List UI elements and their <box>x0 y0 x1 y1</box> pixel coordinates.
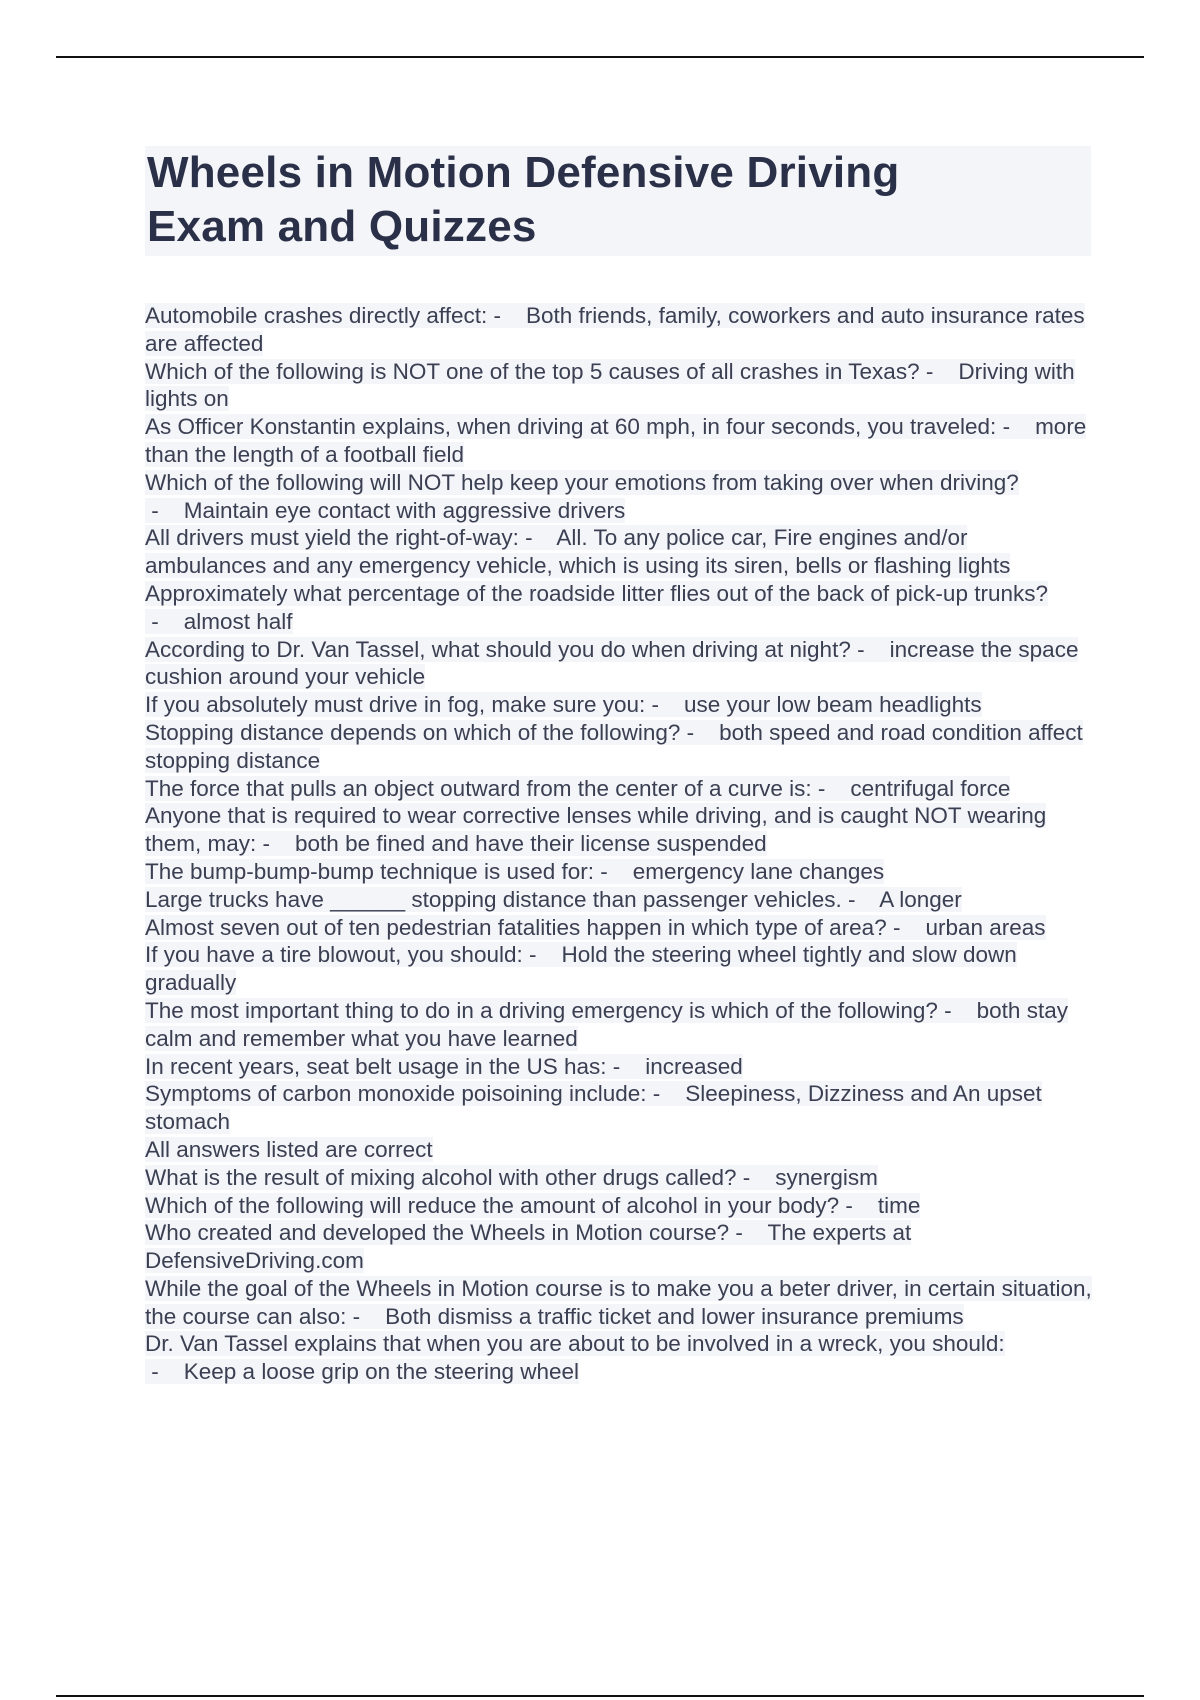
bottom-rule <box>56 1695 1144 1697</box>
question-text: Which of the following will NOT help keep your emotions from taking over when driving? <box>145 469 1019 495</box>
qa-item <box>145 413 1095 469</box>
separator: - <box>729 1220 768 1246</box>
qa-item <box>145 302 1095 358</box>
answer-text: almost half <box>183 608 293 634</box>
qa-item <box>145 469 1095 525</box>
separator: - <box>645 692 684 718</box>
separator: - <box>522 942 562 968</box>
qa-list <box>145 302 1095 1386</box>
separator: - <box>850 636 890 662</box>
separator: - <box>996 414 1036 440</box>
answer-text: time <box>877 1192 921 1218</box>
question-text: In recent years, seat belt usage in the US has: <box>145 1053 607 1079</box>
qa-item <box>145 1053 1095 1081</box>
separator: - <box>680 719 720 745</box>
qa-item <box>145 1275 1095 1331</box>
question-text: The bump-bump-bump technique is used for: <box>145 858 594 884</box>
separator: - <box>145 497 184 523</box>
qa-item <box>145 524 1095 580</box>
qa-item <box>145 1164 1095 1192</box>
qa-item <box>145 691 1095 719</box>
question-text: Which of the following is NOT one of the top 5 causes of all crashes in Texas? <box>145 358 920 384</box>
qa-item <box>145 1219 1095 1275</box>
question-text: Almost seven out of ten pedestrian fatalities happen in which type of area? <box>145 914 887 940</box>
question-text: Anyone that is required to wear corrective lenses while driving, and is caught NOT wearing them, may: <box>145 803 1047 857</box>
answer-text: more than the length of a football field <box>145 414 1087 467</box>
separator: - <box>487 303 526 328</box>
separator: - <box>594 858 633 884</box>
separator: - <box>518 525 557 551</box>
question-text: While the goal of the Wheels in Motion course is to make you a beter driver, in certain situation, the course can also: <box>145 1275 1092 1329</box>
separator: - <box>145 1359 184 1385</box>
qa-item <box>145 941 1095 997</box>
answer-text: use your low beam headlights <box>684 692 982 718</box>
question-text: Automobile crashes directly affect: <box>145 303 488 328</box>
answer-text: both stay calm and remember what you have learned <box>145 997 1068 1051</box>
separator: - <box>841 886 880 912</box>
question-text: Symptoms of carbon monoxide poisoining include: <box>145 1081 647 1107</box>
question-text: The most important thing to do in a driving emergency is which of the following? <box>145 997 938 1023</box>
plain-text: All answers listed are correct <box>145 1136 433 1162</box>
separator: - <box>886 914 926 940</box>
qa-item <box>145 719 1095 775</box>
answer-text: increase the space cushion around your vehicle <box>145 636 1079 690</box>
separator: - <box>919 358 959 384</box>
qa-item <box>145 358 1095 414</box>
question-text: According to Dr. Van Tassel, what should you do when driving at night? <box>145 636 851 662</box>
separator: - <box>646 1081 686 1107</box>
answer-text: Sleepiness, Dizziness and An upset stomach <box>145 1081 1042 1135</box>
qa-item <box>145 802 1095 858</box>
question-text: Large trucks have ______ stopping distance than passenger vehicles. <box>145 886 842 912</box>
qa-item <box>145 886 1095 914</box>
qa-item <box>145 914 1095 942</box>
answer-text: Keep a loose grip on the steering wheel <box>183 1359 580 1385</box>
qa-item <box>145 1136 1095 1164</box>
question-text: Approximately what percentage of the roadside litter flies out of the back of pick-up trunks? <box>145 580 1048 606</box>
qa-item <box>145 775 1095 803</box>
question-text: What is the result of mixing alcohol with other drugs called? <box>145 1164 737 1190</box>
answer-text: The experts at DefensiveDriving.com <box>145 1220 912 1274</box>
question-text: All drivers must yield the right-of-way: <box>145 525 519 551</box>
separator: - <box>736 1164 776 1190</box>
separator: - <box>256 831 296 857</box>
answer-text: urban areas <box>925 914 1046 940</box>
separator: - <box>839 1192 878 1218</box>
answer-text: A longer <box>879 886 962 912</box>
answer-text: All. To any police car, Fire engines and/or ambulances and any emergency vehicle, which is using its siren, bells or flashing lights <box>145 525 1011 579</box>
question-text: Which of the following will reduce the amount of alcohol in your body? <box>145 1192 840 1218</box>
qa-item <box>145 636 1095 692</box>
answer-text: centrifugal force <box>850 775 1011 801</box>
qa-item <box>145 580 1095 636</box>
question-text: If you absolutely must drive in fog, make sure you: <box>145 692 646 718</box>
question-text: Dr. Van Tassel explains that when you are about to be involved in a wreck, you should: <box>145 1331 1005 1357</box>
qa-item <box>145 1080 1095 1136</box>
question-text: Who created and developed the Wheels in Motion course? <box>145 1220 730 1246</box>
title-block <box>145 146 1091 256</box>
answer-text: Both dismiss a traffic ticket and lower insurance premiums <box>385 1303 964 1329</box>
qa-item <box>145 997 1095 1053</box>
question-text: Stopping distance depends on which of the following? <box>145 719 681 745</box>
document-title: Wheels in Motion Defensive Driving Exam and Quizzes <box>147 148 900 251</box>
separator: - <box>145 608 184 634</box>
question-text: The force that pulls an object outward from the center of a curve is: <box>145 775 812 801</box>
answer-text: increased <box>645 1053 743 1079</box>
answer-text: both be fined and have their license suspended <box>295 831 767 857</box>
separator: - <box>811 775 851 801</box>
answer-text: emergency lane changes <box>632 858 885 884</box>
answer-text: Driving with lights on <box>145 358 1075 412</box>
question-text: As Officer Konstantin explains, when driving at 60 mph, in four seconds, you traveled: <box>145 414 997 440</box>
question-text: If you have a tire blowout, you should: <box>145 942 523 968</box>
separator: - <box>606 1053 646 1079</box>
separator: - <box>937 997 977 1023</box>
qa-item <box>145 858 1095 886</box>
separator: - <box>346 1303 386 1329</box>
top-rule <box>56 56 1144 58</box>
answer-text: Both friends, family, coworkers and auto insurance rates are affected <box>145 303 1085 356</box>
answer-text: both speed and road condition affect stopping distance <box>145 719 1083 773</box>
qa-item <box>145 1330 1095 1386</box>
qa-item <box>145 1192 1095 1220</box>
answer-text: synergism <box>775 1164 878 1190</box>
answer-text: Maintain eye contact with aggressive drivers <box>183 497 626 523</box>
answer-text: Hold the steering wheel tightly and slow down gradually <box>145 942 1017 996</box>
